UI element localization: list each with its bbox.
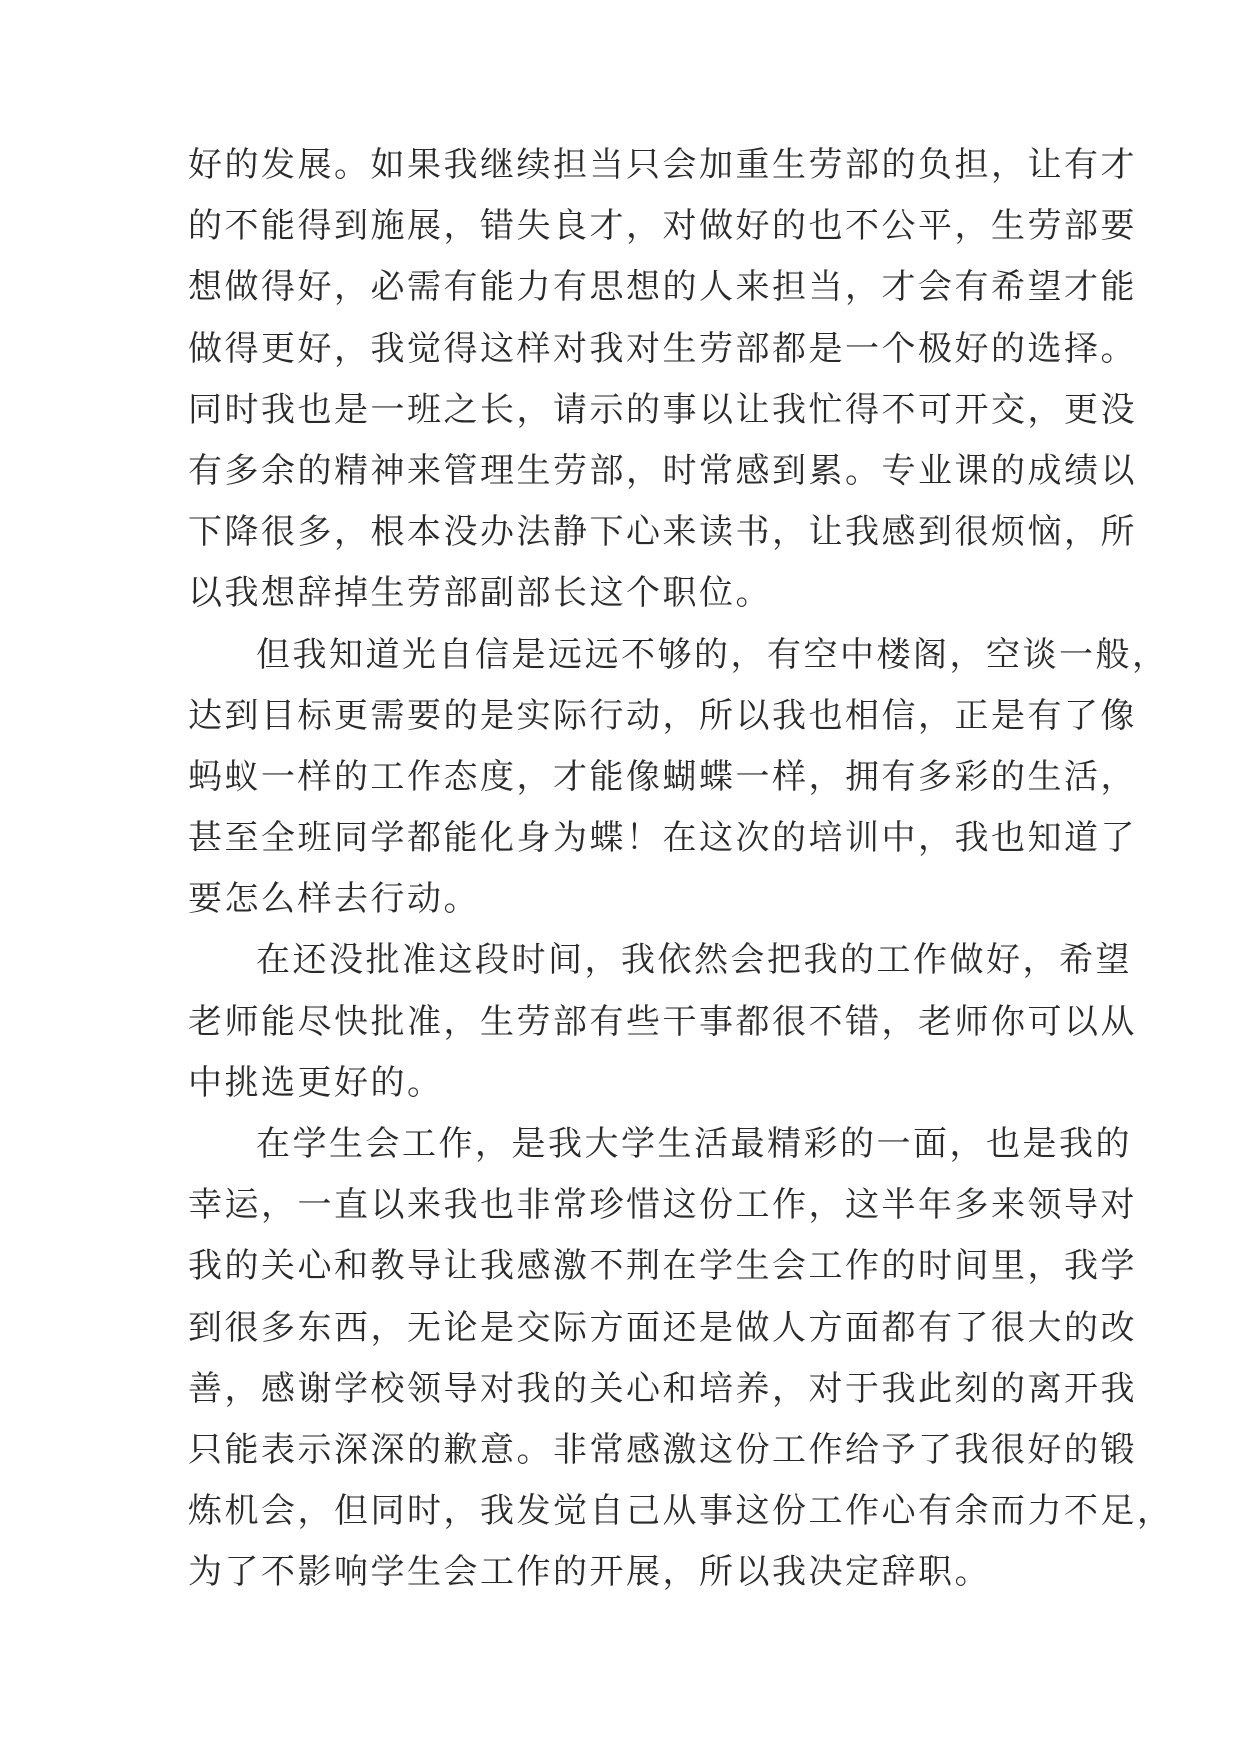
text-line: 在学生会工作，是我大学生活最精彩的一面，也是我的 — [256, 1124, 1132, 1164]
text-line: 好的发展。如果我继续担当只会加重生劳部的负担，让有才 — [188, 145, 1137, 185]
text-line: 中挑选更好的。 — [188, 1062, 444, 1103]
paragraph-2 — [188, 625, 1169, 931]
text-line: 同时我也是一班之长，请示的事以让我忙得不可开交，更没 — [188, 389, 1137, 430]
text-line: 只能表示深深的歉意。非常感激这份工作给予了我很好的锻 — [188, 1429, 1137, 1470]
text-line: 下降很多，根本没办法静下心来读书，让我感到很烦恼，所 — [188, 512, 1137, 553]
text-line: 以我想辞掉生劳部副部长这个职位。 — [188, 573, 772, 614]
text-line: 我的关心和教导让我感激不荆在学生会工作的时间里，我学 — [188, 1246, 1137, 1287]
text-line: 达到目标更需要的是实际行动，所以我也相信，正是有了像 — [188, 695, 1137, 736]
text-line: 蚂蚁一样的工作态度，才能像蝴蝶一样，拥有多彩的生活， — [188, 756, 1137, 797]
text-line: 老师能尽快批准，生劳部有些干事都很不错，老师你可以从 — [188, 1001, 1137, 1042]
text-line: 甚至全班同学都能化身为蝶！在这次的培训中，我也知道了 — [188, 818, 1137, 859]
text-line: 有多余的精神来管理生劳部，时常感到累。专业课的成绩以 — [188, 450, 1137, 491]
text-line: 善，感谢学校领导对我的关心和培养，对于我此刻的离开我 — [188, 1368, 1137, 1409]
text-line: 炼机会，但同时，我发觉自己从事这份工作心有余而力不足， — [188, 1491, 1174, 1532]
text-line: 但我知道光自信是远远不够的，有空中楼阁，空谈一般， — [256, 634, 1169, 675]
text-line: 的不能得到施展，错失良才，对做好的也不公平，生劳部要 — [188, 206, 1137, 247]
paragraph-4 — [188, 1114, 1174, 1604]
text-line: 想做得好，必需有能力有思想的人来担当，才会有希望才能 — [188, 267, 1137, 308]
document-body — [188, 135, 1174, 1604]
text-line: 幸运，一直以来我也非常珍惜这份工作，这半年多来领导对 — [188, 1185, 1137, 1226]
paragraph-3 — [188, 930, 1137, 1114]
paragraph-1 — [188, 135, 1137, 625]
text-line: 为了不影响学生会工作的开展，所以我决定辞职。 — [188, 1552, 991, 1593]
text-line: 到很多东西，无论是交际方面还是做人方面都有了很大的改 — [188, 1307, 1137, 1348]
text-line: 做得更好，我觉得这样对我对生劳部都是一个极好的选择。 — [188, 328, 1137, 369]
text-line: 要怎么样去行动。 — [188, 879, 480, 920]
text-line: 在还没批准这段时间，我依然会把我的工作做好，希望 — [256, 940, 1132, 981]
